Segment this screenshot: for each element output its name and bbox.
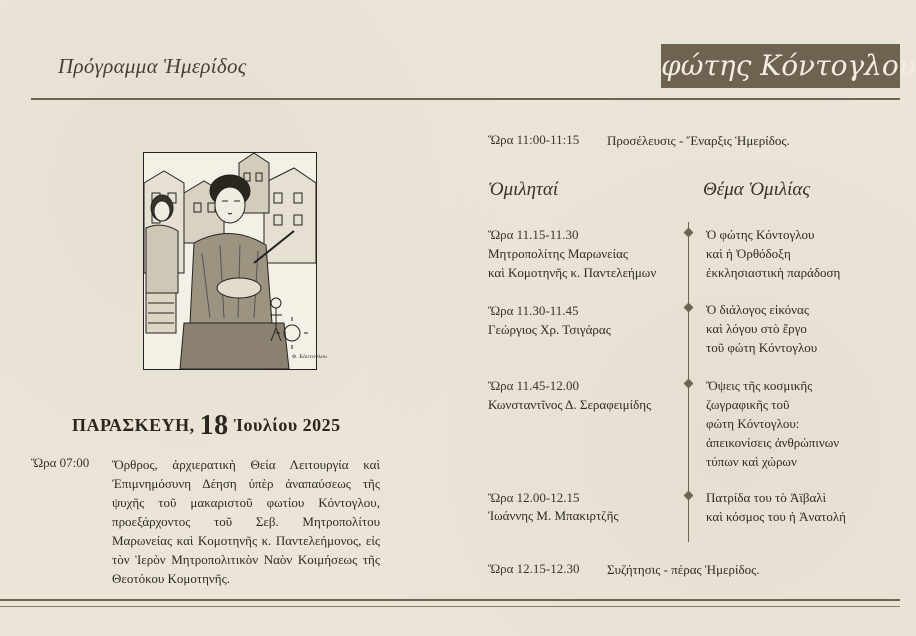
topic-heading: Θέμα Ὁμιλίας	[703, 179, 811, 200]
portrait-drawing	[144, 153, 328, 369]
talk-time: Ὥρα 11.30-11.45	[488, 303, 579, 318]
morning-service-text: Ὄρθρος, ἀρχιερατικὴ Θεία Λειτουργία καὶ Ἐπιμνημόσυνη Δέηση ὑπὲρ ἀναπαύσεως τῆς ψυχῆς τοῦ μακαριστοῦ φωτίου Κόντογλου, προεξάρχοντος τοῦ Σεβ. Μητροπολίτου Μαρωνείας καὶ Κομοτηνῆς κ. Παντελεήμονος, εἰς τὸν Ἱερὸν Μητροπολιτικὸν Ναὸν Κοιμήσεως τῆς Θεοτόκου Κομοτηνῆς.	[112, 457, 380, 586]
talk-time: Ὥρα 12.00-12.15	[488, 490, 580, 505]
date-weekday: ΠΑΡΑΣΚΕΥΗ,	[72, 415, 195, 435]
portrait-signature: Φ. Κόντογλου	[292, 354, 328, 360]
timeline-marker	[684, 228, 694, 238]
talk-speaker: Ἰωάννης Μ. Μπακιρτζῆς	[488, 508, 619, 523]
talk-speaker: Μητροπολίτης Μαρωνείας καὶ Κομοτηνῆς κ. Παντελεήμων	[488, 246, 657, 280]
speakers-heading: Ὁμιληταί	[488, 179, 559, 200]
talk-topic: Ὄψεις τῆς κοσμικῆς ζωγραφικῆς τοῦ φώτη Κόντογλου: ἀπεικονίσεις ἀνθρώπινων τύπων καὶ χώρων	[706, 378, 840, 469]
talk-time: Ὥρα 11.45-12.00	[488, 378, 579, 393]
talk-time: Ὥρα 11.15-11.30	[488, 227, 579, 242]
talk-topic: Ὁ διάλογος εἰκόνας καὶ λόγου στὸ ἔργο τοῦ φώτη Κόντογλου	[706, 302, 818, 355]
date-day: 18	[199, 410, 229, 441]
talk-topic: Ὁ φώτης Κόντογλου καὶ ἡ Ὀρθόδοξη ἐκκλησιαστικὴ παράδοση	[706, 227, 841, 280]
portrait-illustration	[143, 152, 328, 370]
date-month-year: Ἰουλίου 2025	[233, 415, 341, 435]
closing-text: Συζήτησις - πέρας Ἡμερίδος.	[607, 562, 760, 577]
talk-speaker: Κωνσταντῖνος Δ. Σεραφειμίδης	[488, 397, 652, 412]
opening-text: Προσέλευσις - Ἔναρξις Ἡμερίδος.	[607, 133, 790, 148]
timeline-marker	[684, 303, 694, 313]
page-title: Πρόγραμμα Ἡμερίδος	[58, 54, 247, 78]
talk-topic: Πατρίδα του τὸ Ἀϊβαλὶ καὶ κόσμος του ἡ Ἀνατολή	[706, 490, 846, 524]
event-date	[72, 410, 341, 442]
closing-time: Ὥρα 12.15-12.30	[488, 561, 580, 576]
opening-time: Ὥρα 11:00-11:15	[488, 132, 580, 147]
morning-time: Ὥρα 07:00	[31, 455, 90, 470]
brand-banner: φώτης Κόντογλου	[661, 44, 900, 88]
talk-speaker: Γεώργιος Χρ. Τσιγάρας	[488, 322, 611, 337]
timeline-marker	[684, 379, 694, 389]
bottom-divider-thin	[0, 606, 900, 607]
top-divider	[31, 98, 900, 100]
bottom-divider	[0, 599, 900, 601]
timeline-marker	[684, 491, 694, 501]
